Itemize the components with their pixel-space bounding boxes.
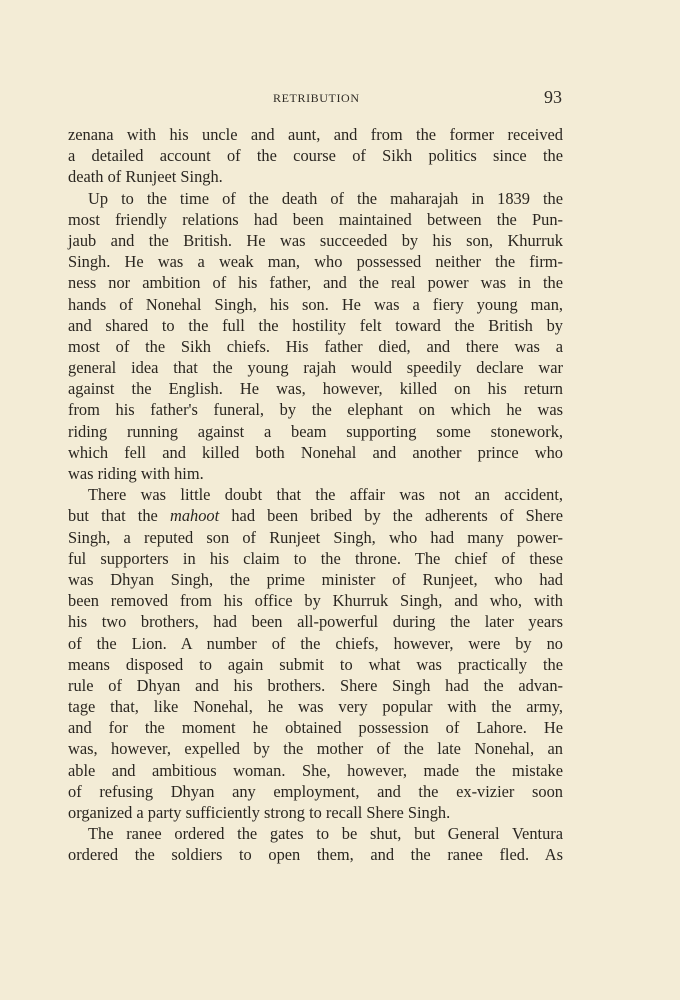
text-line: most of the Sikh chiefs. His father died, and there was a <box>68 336 563 356</box>
text-line: There was little doubt that the affair was not an accident, <box>88 485 563 505</box>
text-line: means disposed to again submit to what was practically the <box>68 654 563 674</box>
italic-word: mahoot <box>170 506 220 526</box>
text-line: Singh, a reputed son of Runjeet Singh, who had many power- <box>68 527 563 547</box>
text-line: and shared to the full the hostility felt toward the British by <box>68 315 563 335</box>
text-line: a detailed account of the course of Sikh politics since the <box>68 146 563 166</box>
text-line: ordered the soldiers to open them, and the ranee fled. As <box>68 845 563 865</box>
text-line: was riding with him. <box>68 464 204 483</box>
text-line: and for the moment he obtained possession of Lahore. He <box>68 718 563 738</box>
text-line: jaub and the British. He was succeeded by his son, Khurruk <box>68 230 563 250</box>
text-line: hands of Nonehal Singh, his son. He was a fiery young man, <box>68 294 563 314</box>
text-line: was Dhyan Singh, the prime minister of Runjeet, who had <box>68 569 563 589</box>
text-line: ness nor ambition of his father, and the real power was in the <box>68 273 563 293</box>
text-line: death of Runjeet Singh. <box>68 167 223 187</box>
text-line: been removed from his office by Khurruk Singh, and who, with <box>68 591 563 611</box>
text-line: of the Lion. A number of the chiefs, however, were by no <box>68 633 563 653</box>
text-line-with-italic <box>68 505 563 526</box>
text-line: Singh. He was a weak man, who possessed neither the firm- <box>68 252 563 272</box>
text-line: able and ambitious woman. She, however, made the mistake <box>68 760 563 780</box>
text-segment: had been bribed by the adherents of Shere <box>231 506 564 526</box>
text-line: ful supporters in his claim to the throne. The chief of these <box>68 548 563 568</box>
text-line: against the English. He was, however, killed on his return <box>68 379 563 399</box>
text-line: from his father's funeral, by the elephant on which he was <box>68 400 563 420</box>
text-line: rule of Dhyan and his brothers. Shere Singh had the advan- <box>68 675 563 695</box>
text-segment: but that the <box>68 506 158 526</box>
page-number: 93 <box>544 87 562 107</box>
text-line: The ranee ordered the gates to be shut, but General Ventura <box>88 824 563 844</box>
text-line: Up to the time of the death of the maharajah in 1839 the <box>88 188 563 208</box>
body-text <box>68 124 563 866</box>
text-line: general idea that the young rajah would speedily declare war <box>68 358 563 378</box>
text-line: riding running against a beam supporting some stonework, <box>68 421 563 441</box>
text-line: of refusing Dhyan any employment, and the ex-vizier soon <box>68 781 563 801</box>
text-line: most friendly relations had been maintained between the Pun- <box>68 209 563 229</box>
running-title: RETRIBUTION <box>273 91 360 105</box>
text-line: was, however, expelled by the mother of the late Nonehal, an <box>68 739 563 759</box>
text-line: his two brothers, had been all-powerful during the later years <box>68 612 563 632</box>
running-header <box>0 89 680 109</box>
text-line: zenana with his uncle and aunt, and from the former received <box>68 125 563 144</box>
text-line: tage that, like Nonehal, he was very popular with the army, <box>68 697 563 717</box>
text-line: which fell and killed both Nonehal and another prince who <box>68 442 563 462</box>
text-line: organized a party sufficiently strong to recall Shere Singh. <box>68 803 451 822</box>
